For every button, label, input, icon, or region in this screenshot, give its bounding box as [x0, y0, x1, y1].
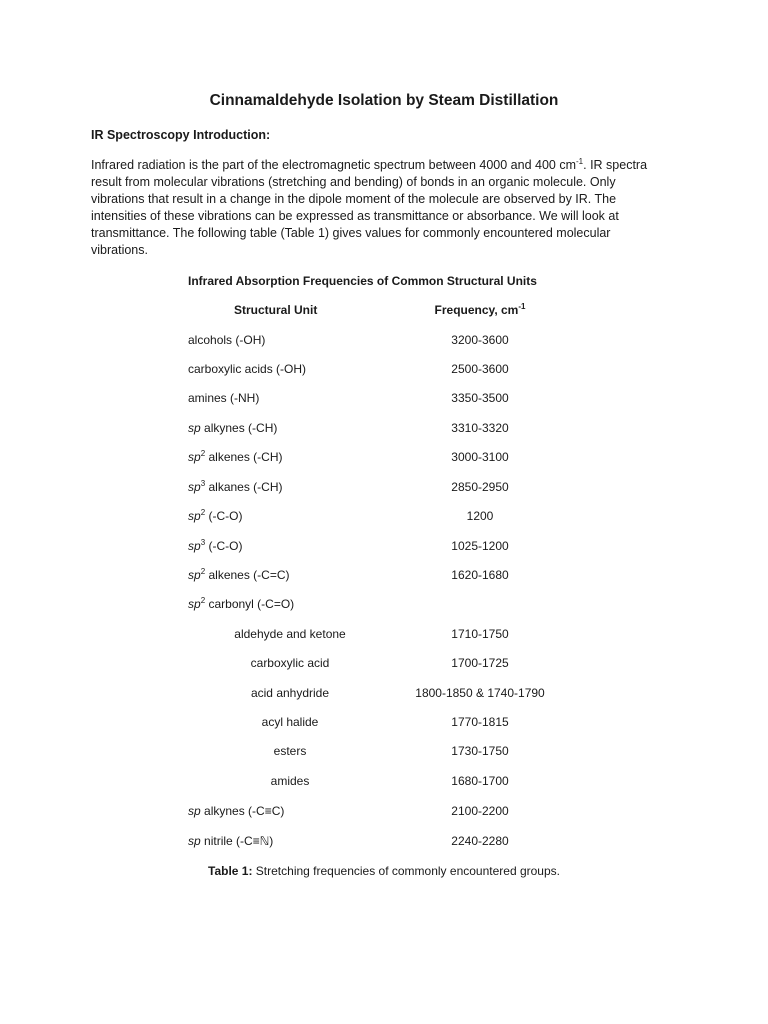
unit-text: alkynes (-C≡C)	[200, 804, 285, 818]
superscript: 3	[200, 479, 206, 488]
column-header-frequency	[395, 303, 565, 317]
hybridization: sp	[188, 509, 201, 523]
row-unit-sub: acyl halide	[261, 715, 319, 729]
unit-text: alkanes (-CH)	[205, 480, 283, 494]
row-frequency: 1710-1750	[451, 627, 509, 641]
column-header-unit: Structural Unit	[234, 303, 318, 317]
row-frequency: 2500-3600	[451, 362, 509, 376]
row-unit	[188, 450, 283, 464]
hybridization: sp	[188, 804, 201, 818]
row-unit	[188, 421, 277, 435]
row-frequency: 1680-1700	[451, 774, 509, 788]
section-heading: IR Spectroscopy Introduction:	[91, 128, 271, 142]
intro-line	[91, 157, 691, 174]
row-frequency: 1700-1725	[451, 656, 509, 670]
page-title: Cinnamaldehyde Isolation by Steam Distillation	[209, 92, 559, 109]
row-frequency: 1800-1850 & 1740-1790	[415, 686, 545, 700]
table-caption	[0, 864, 768, 878]
row-unit-sub: amides	[270, 774, 310, 788]
row-frequency: 2850-2950	[451, 480, 509, 494]
row-frequency: 1730-1750	[451, 744, 509, 758]
intro-line: vibrations that result in a change in the dipole moment of the molecule are observed by IR. The	[91, 191, 617, 206]
row-unit	[188, 834, 273, 848]
row-frequency: 3000-3100	[451, 450, 509, 464]
intro-line: vibrations.	[91, 242, 148, 257]
hybridization: sp	[188, 421, 201, 435]
row-frequency: 2240-2280	[451, 834, 509, 848]
row-unit	[188, 509, 242, 523]
caption-label: Table 1:	[208, 864, 253, 878]
hybridization: sp	[188, 539, 201, 553]
row-unit-sub: aldehyde and ketone	[234, 627, 346, 641]
row-unit: carboxylic acids (-OH)	[188, 362, 307, 376]
unit-text: nitrile (-C≡ℕ)	[200, 834, 274, 848]
unit-text: alkenes (-CH)	[205, 450, 283, 464]
superscript: -1	[518, 302, 526, 311]
row-frequency: 3200-3600	[451, 333, 509, 347]
intro-paragraph	[91, 157, 691, 258]
unit-text: (-C-O)	[205, 509, 243, 523]
row-frequency: 1200	[466, 509, 494, 523]
intro-text: Infrared radiation is the part of the electromagnetic spectrum between 4000 and 400 cm	[91, 158, 577, 172]
row-unit	[188, 568, 290, 582]
intro-text: . IR spectra	[583, 158, 648, 172]
hybridization: sp	[188, 834, 201, 848]
superscript: 2	[200, 449, 206, 458]
unit-text: (-C-O)	[205, 539, 243, 553]
unit-text: alkenes (-C=C)	[205, 568, 290, 582]
row-unit-sub: acid anhydride	[250, 686, 330, 700]
unit-text: carbonyl (-C=O)	[205, 597, 295, 611]
row-unit	[188, 480, 283, 494]
superscript: 2	[200, 596, 206, 605]
row-unit-sub: carboxylic acid	[250, 656, 330, 670]
row-frequency: 1025-1200	[451, 539, 509, 553]
hybridization: sp	[188, 568, 201, 582]
row-frequency: 3350-3500	[451, 391, 509, 405]
row-frequency: 1770-1815	[451, 715, 509, 729]
unit-text: alkynes (-CH)	[200, 421, 278, 435]
row-frequency: 1620-1680	[451, 568, 509, 582]
row-unit-sub: esters	[273, 744, 307, 758]
row-unit: amines (-NH)	[188, 391, 260, 405]
intro-line: result from molecular vibrations (stretching and bending) of bonds in an organic molecule. Only	[91, 174, 616, 189]
row-frequency: 2100-2200	[451, 804, 509, 818]
superscript: 2	[200, 567, 206, 576]
table-title: Infrared Absorption Frequencies of Common Structural Units	[188, 274, 537, 288]
superscript: 2	[200, 508, 206, 517]
row-frequency: 3310-3320	[451, 421, 509, 435]
row-unit	[188, 539, 242, 553]
row-unit: alcohols (-OH)	[188, 333, 266, 347]
hybridization: sp	[188, 450, 201, 464]
intro-line: transmittance. The following table (Table 1) gives values for commonly encountered molecular	[91, 225, 611, 240]
header-text: Frequency, cm	[434, 303, 519, 317]
row-unit	[188, 804, 284, 818]
hybridization: sp	[188, 597, 201, 611]
caption-text: Stretching frequencies of commonly encountered groups.	[252, 864, 560, 878]
superscript: -1	[576, 156, 584, 166]
hybridization: sp	[188, 480, 201, 494]
intro-line: intensities of these vibrations can be expressed as transmittance or absorbance. We will look at	[91, 208, 619, 223]
superscript: 3	[200, 538, 206, 547]
row-unit	[188, 597, 294, 611]
